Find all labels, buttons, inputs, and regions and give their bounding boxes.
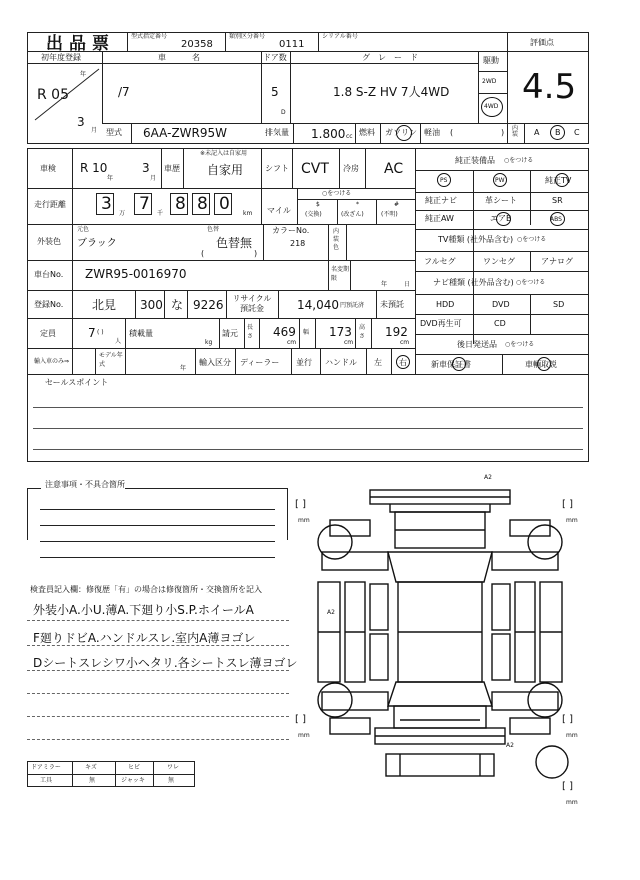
tire-mm-spare: mm: [566, 799, 578, 806]
inspector-note: 検査員記入欄：修復歴「有」の場合は修復箇所・交換箇所を記入: [30, 585, 262, 594]
mileage-man: 万: [119, 210, 126, 217]
tire-mm-rr: mm: [566, 732, 578, 739]
drive-4wd: 4WD: [484, 103, 499, 110]
navi-sd: SD: [553, 300, 565, 309]
note-line-1: 外装小A.小U.薄A.下廻り小S.P.ホイールA: [33, 603, 254, 617]
dvd-play: DVD再生可: [420, 319, 462, 328]
handle-left: 左: [374, 358, 382, 367]
handle-label: ハンドル: [325, 358, 357, 367]
later-title: 後日発送品: [457, 340, 497, 349]
mileage-digit-2: 7: [139, 194, 150, 214]
later-manual-circle: [537, 357, 551, 371]
dealer-label: ディーラー: [240, 358, 280, 367]
equipment-title: 純正装備品: [455, 156, 495, 165]
expiry-year: 年: [381, 281, 388, 288]
tire-mm-fr: mm: [566, 517, 578, 524]
inspection-month: 3: [142, 161, 150, 175]
change-color-paren-close: ): [254, 249, 258, 258]
orig-color-label: 元色: [77, 226, 90, 233]
mileage-km: km: [243, 210, 253, 217]
grade-label: グレード: [362, 53, 426, 62]
mileage-sen: 千: [157, 210, 164, 217]
width-cm: cm: [344, 339, 354, 346]
tire-bracket-spare: [ ]: [562, 781, 573, 792]
first-reg-label: 初年度登録: [41, 53, 81, 62]
interior-b-circle: [550, 125, 565, 140]
score-value: 4.5: [522, 67, 577, 107]
equip-airbag-circle: [496, 212, 511, 226]
import-type-label: 輸入区分: [199, 358, 231, 367]
tire-bracket-fr: [ ]: [562, 499, 573, 510]
tire-bracket-rr: [ ]: [562, 714, 573, 725]
item-crack: ヒビ: [128, 764, 141, 771]
history-note: ※未記入は自家用: [200, 150, 248, 157]
navi-cd: CD: [494, 319, 506, 328]
color-label: 外装色: [37, 237, 61, 246]
equip-leather: 革シート: [485, 196, 517, 205]
registration-label: 登録No.: [34, 300, 64, 309]
capacity-label: 定員: [40, 329, 56, 338]
tire-bracket-fl: [ ]: [295, 499, 306, 510]
equip-pw: PW: [495, 177, 505, 184]
tire-bracket-rl: [ ]: [295, 714, 306, 725]
navi-dvd: DVD: [492, 300, 510, 309]
form-title: 出品票: [46, 34, 115, 54]
item-scratch: キズ: [85, 764, 97, 771]
interior-b: B: [555, 128, 561, 137]
tamper-symbol: *: [356, 201, 359, 208]
diesel-label: 軽油: [424, 128, 440, 137]
exchange-symbol: $: [316, 201, 320, 208]
mileage-digit-4: 8: [197, 194, 208, 214]
model-year-label: モデル年式: [99, 352, 123, 368]
orig-color-value: ブラック: [77, 238, 117, 249]
diesel-paren: (: [450, 128, 454, 137]
parallel-label: 並行: [296, 358, 312, 367]
navi-hdd: HDD: [436, 300, 455, 309]
equip-abs: ABS: [550, 216, 562, 223]
change-color-paren: (: [201, 249, 205, 258]
diesel-paren-close: ): [501, 128, 505, 137]
carname-value: /7: [118, 85, 130, 99]
cc-unit: cc: [346, 133, 353, 140]
equip-pw-circle: [493, 173, 507, 187]
drive-2wd: 2WD: [482, 78, 497, 85]
later-note: ○をつける: [505, 341, 535, 348]
unpaid-label: 未預託: [380, 300, 404, 309]
mile-label: マイル: [267, 206, 291, 215]
eval-label: 評価点: [530, 38, 554, 47]
notes-label: 注意事項・不具合箇所: [45, 480, 125, 489]
expiry-day: 日: [404, 281, 411, 288]
history-label: 車歴: [164, 164, 180, 173]
model-label: 型式: [106, 128, 122, 137]
length-value: 469: [273, 325, 296, 339]
load-kg: kg: [205, 339, 213, 346]
tire-mm-fl: mm: [298, 517, 310, 524]
load-label: 積載量: [129, 329, 153, 338]
drive-4wd-circle: [481, 97, 503, 117]
carname-label: 車名: [158, 53, 226, 62]
recycle-unit: 円: [340, 302, 347, 309]
doors-sub: D: [281, 109, 286, 116]
fuel-label: 燃料: [359, 128, 375, 137]
inspection-year-suffix: 年: [107, 175, 114, 182]
reg-kana: な: [171, 298, 184, 312]
height-cm: cm: [400, 339, 410, 346]
first-reg-era: R 05: [37, 87, 69, 103]
mileage-digit-1: 3: [101, 194, 112, 214]
history-value: 自家用: [207, 163, 244, 177]
navi-type-title: ナビ種類 (社外品含む): [433, 278, 514, 287]
request-label: 請元: [222, 329, 238, 338]
navi-type-note: ○をつける: [516, 279, 546, 286]
mileage-digit-3: 8: [175, 194, 186, 214]
unknown-symbol: #: [394, 201, 400, 208]
diagonal-slash: [33, 66, 101, 122]
recycle-value: 14,040: [297, 298, 339, 312]
later-manual: 車輌取説: [525, 360, 557, 369]
interior-label: 内装: [512, 125, 519, 138]
model-year-suffix: 年: [180, 365, 187, 372]
class-label: 類別区分番号: [229, 33, 266, 40]
type-value: 20358: [181, 39, 213, 50]
mileage-label: 走行距離: [34, 200, 66, 209]
handle-right-circle: [396, 355, 410, 369]
mark-a2-top: A2: [484, 474, 492, 481]
equip-airbag: エアB: [490, 214, 512, 223]
length-cm: cm: [287, 339, 297, 346]
inspection-month-suffix: 月: [150, 175, 157, 182]
height-value: 192: [385, 325, 408, 339]
equip-ps-circle: [437, 173, 451, 187]
displacement-label: 排気量: [265, 128, 289, 137]
height-label: 高さ: [359, 324, 366, 340]
mark-a2-bottom: A2: [506, 742, 514, 749]
serial-label: シリアル番号: [322, 33, 358, 40]
deposit-status: 預託済: [346, 302, 365, 309]
later-warranty: 新車保証書: [431, 360, 471, 369]
change-color-label: 色替: [207, 226, 220, 233]
reg-number: 9226: [193, 298, 224, 312]
drive-label: 駆動: [483, 56, 499, 65]
sales-label: セールスポイント: [45, 378, 109, 387]
expiry-label: 名変期限: [331, 266, 350, 282]
tv-fullseg: フルセグ: [424, 257, 456, 266]
interior-a: A: [534, 128, 540, 137]
mileage-digit-5: 0: [219, 194, 230, 214]
model-value: 6AA-ZWR95W: [143, 126, 228, 140]
item-mirror: ドアミラー: [31, 764, 61, 771]
width-label: 幅: [303, 329, 310, 336]
reg-class: 300: [140, 298, 163, 312]
doors-value: 5: [271, 85, 279, 99]
shift-value: CVT: [301, 161, 329, 177]
item-jack-val: 無: [168, 777, 175, 784]
chassis-value: ZWR95-0016970: [85, 267, 187, 281]
capacity-value: 7: [88, 326, 96, 340]
equip-abs-circle: [550, 212, 565, 226]
ac-value: AC: [384, 161, 404, 177]
tv-analog: アナログ: [541, 257, 573, 266]
displacement-value: 1.800: [311, 127, 346, 141]
item-break: ワレ: [167, 764, 180, 771]
item-tools: 工具: [40, 777, 53, 784]
unknown-label: (不明): [381, 211, 398, 218]
shift-label: シフト: [265, 164, 289, 173]
equip-sr: SR: [552, 196, 563, 205]
change-color-value: 色替無: [216, 236, 253, 250]
doors-label: ドア数: [263, 53, 287, 62]
equip-tv-circle: [555, 173, 569, 187]
width-value: 173: [329, 325, 352, 339]
equip-tv: 純正TV: [545, 176, 572, 185]
equip-ps: PS: [440, 177, 448, 184]
month-suffix: 月: [91, 127, 98, 134]
first-reg-month: 3: [77, 115, 85, 129]
note-line-2: F廻りドビA.ハンドルスレ.室内A薄ヨゴレ: [33, 631, 256, 645]
class-value: 0111: [279, 39, 305, 50]
recycle-label: リサイクル預託金: [232, 294, 272, 313]
year-suffix: 年: [80, 71, 87, 78]
item-jack: ジャッキ: [121, 777, 145, 784]
interior-c: C: [574, 128, 580, 137]
equip-navi: 純正ナビ: [425, 196, 457, 205]
grade-value: 1.8 S-Z HV 7人4WD: [333, 85, 450, 99]
mark-a2-left: A2: [327, 609, 335, 616]
colorno-label: カラーNo.: [272, 226, 310, 235]
equipment-circle-note: ○をつける: [504, 157, 534, 164]
later-warranty-circle: [452, 357, 466, 371]
ac-label: 冷房: [343, 164, 359, 173]
note-line-3: Dシートスレシワ小ヘタリ.各シートスレ薄ヨゴレ: [33, 656, 298, 670]
reg-area: 北見: [92, 298, 117, 312]
handle-right: 右: [399, 358, 407, 367]
tv-type-title: TV種類 (社外品含む): [438, 235, 514, 244]
inspection-label: 車検: [40, 164, 56, 173]
chassis-label: 車台No.: [34, 270, 64, 279]
equip-aw: 純正AW: [425, 214, 454, 223]
inspection-era: R 10: [80, 161, 108, 175]
person-unit: 人: [115, 338, 122, 345]
car-damage-diagram: [290, 470, 590, 815]
fuel-gasoline: ガソリン: [385, 128, 417, 137]
type-label: 型式指定番号: [131, 33, 168, 40]
colorno-value: 218: [290, 239, 306, 248]
capacity-paren: ( ): [97, 329, 104, 336]
tamper-label: (改ざん): [341, 211, 364, 218]
tire-mm-rl: mm: [298, 732, 310, 739]
mileage-circle-note: ○をつける: [322, 190, 352, 197]
tv-type-note: ○をつける: [517, 236, 547, 243]
length-label: 長さ: [247, 324, 254, 340]
item-tools-val: 無: [89, 777, 96, 784]
interior-color-label: 内装色: [333, 228, 340, 251]
import-label: 輸入車のみ⇒: [34, 358, 70, 365]
fuel-circle: [396, 125, 412, 141]
exchange-label: (交換): [305, 211, 322, 218]
tv-oneseg: ワンセグ: [483, 257, 515, 266]
